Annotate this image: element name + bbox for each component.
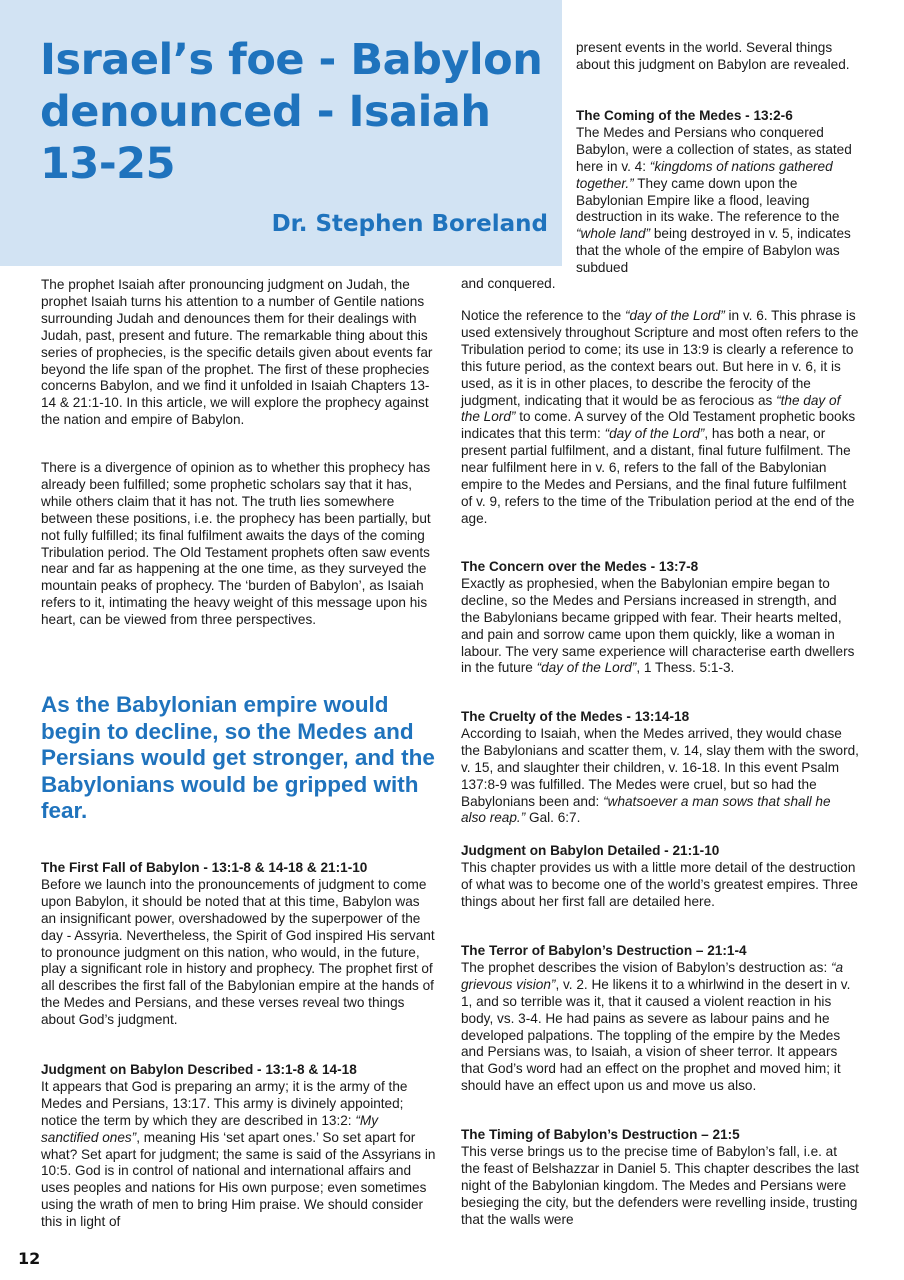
section-timing-destruction — [461, 1127, 859, 1228]
pull-quote: As the Babylonian empire would begin to decline, so the Medes and Persians would get stronger, and the Babylonians would be gripped with fear. — [41, 692, 435, 824]
section-heading: The First Fall of Babylon - 13:1-8 & 14-18 & 21:1-10 — [41, 860, 368, 875]
quote-text: “whole land” — [576, 226, 651, 242]
section-cruelty-medes: The Cruelty of the Medes - 13:14-18 According to Isaiah, when the Medes arrived, they would chase the Babylonians and scatter them, v. 14, slay them with the sword, v. 15, and slaughter their children, v. 16-18. In this event Psalm 137:8-9 was fulfilled. The Medes were cruel, but so had the Babylonians been and: “whatsoever a man sows that shall he also reap.” Gal. 6:7. — [461, 709, 859, 826]
section-heading: The Concern over the Medes - 13:7-8 — [461, 559, 699, 574]
section-body-cont: being destroyed in v. 5, indicates that the whole of the empire of Babylon was subdued — [576, 226, 851, 276]
section-body-cont: They came down upon the Babylonian Empire like a flood, leaving destruction in its wake. The reference to the — [576, 175, 840, 225]
day-of-lord-paragraph: Notice the reference to the “day of the Lord” in v. 6. This phrase is used extensively throughout Scripture and most often refers to the Tribulation period to come; its use in 13:9 is clearly a reference to this future period, as the context bears out. But here in v. 6, it is used, as it is in other places, to describe the ferocity of the judgment, indicating that it would be as ferocious as “the day of the Lord” to come. A survey of the Old Testament prophetic books indicates that this term: “day of the Lord”, has both a near, or present partial fulfilment, and a distant, final future fulfilment. The near fulfilment here in v. 6, refers to the fall of the Babylonian empire to the Medes and Persians, and the final future fulfilment of v. 9, refers to the time of the Tribulation period at the end of the age. — [461, 308, 859, 526]
section-first-fall — [41, 860, 437, 1029]
article-title: Israel’s foe - Babylon denounced - Isaiah 13-25 — [40, 35, 543, 189]
section-body-wrap: and conquered. — [461, 276, 556, 291]
quote-text: “kingdoms of nations gathered together.” — [576, 158, 833, 191]
intro-paragraph: The prophet Isaiah after pronouncing judgment on Judah, the prophet Isaiah turns his attention to a number of Gentile nations surrounding Judah and denounces them for their dealings with Judah, past, present and future. The remarkable thing about this series of prophecies, is the specific details given about events far beyond the life span of the prophet. The first of these prophecies concerns Babylon, and we find it unfolded in Isaiah Chapters 13-14 & 21:1-10. In this article, we will explore the prophecy against the nation and empire of Babylon. — [41, 277, 433, 428]
section-body: Before we launch into the pronouncements of judgment to come upon Babylon, it should be noted that at this time, Babylon was an insignificant power, overshadowed by the superpower of the day - Assyria. Nevertheless, the Spirit of God inspired His servant to pronounce judgment on this nation, who would, in the future, play a significant role in history and prophecy. The prophet first of all describes the first fall of the Babylonian empire at the hands of the Medes and Persians, and these verses reveal two things about God’s judgment. — [41, 876, 435, 1028]
author-byline: Dr. Stephen Boreland — [271, 211, 548, 237]
section-heading: Judgment on Babylon Detailed - 21:1-10 — [461, 843, 720, 858]
section-judgment-detailed — [461, 843, 859, 911]
section-concern-medes: The Concern over the Medes - 13:7-8 Exactly as prophesied, when the Babylonian empire began to decline, so the Medes and Persians increased in strength, and the Babylonians became gripped with fear. Their hearts melted, and pain and sorrow came upon them quickly, like a woman in labour. The very same experience will characterise earth dwellers in the future “day of the Lord”, 1 Thess. 5:1-3. — [461, 559, 855, 676]
section-heading: Judgment on Babylon Described - 13:1-8 & 14-18 — [41, 1062, 357, 1077]
opinion-paragraph: There is a divergence of opinion as to whether this prophecy has already been fulfilled; some prophetic scholars say that it has, while others claim that it has not. The truth lies somewhere between these positions, i.e. the prophecy has been partially, but not fully fulfilled; its final fulfilment awaits the days of the coming Tribulation period. The Old Testament prophets often saw events near and far as happening at the one time, as they surveyed the mountain peaks of prophecy. The ‘burden of Babylon’, as Isaiah refers to it, intimating the heavy weight of this message upon his heart, can be viewed from three perspectives. — [41, 460, 431, 628]
quote-text: “My sanctified ones” — [41, 1112, 378, 1145]
section-terror-destruction: The Terror of Babylon’s Destruction – 21:1-4 The prophet describes the vision of Babylon’s destruction as: “a grievous vision”, v. 2. He likens it to a whirlwind in the desert in v. 1, and so terrible was it, that it caused a violent reaction in his body, vs. 3-4. He had pains as severe as labour pains and he developed palpations. The toppling of the empire by the Medes and Persians was, to Isaiah, a vision of sheer terror. It appears that God’s word had an effect on the prophet and moved him; it should have an effect upon us and move us also. — [461, 943, 851, 1094]
section-body: The Medes and Persians who conquered Babylon, were a collection of states, as stated here in v. 4: — [576, 124, 852, 174]
continued-paragraph: present events in the world. Several things about this judgment on Babylon are revealed. — [576, 40, 850, 72]
section-coming-medes — [576, 108, 868, 277]
section-heading: The Timing of Babylon’s Destruction – 21:5 — [461, 1127, 740, 1142]
section-heading: The Coming of the Medes - 13:2-6 — [576, 108, 793, 123]
page-number: 12 — [18, 1249, 41, 1268]
section-body-cont: , meaning His ‘set apart ones.’ So set apart for what? Set apart for judgment; the same is said of the Assyrians in 10:5. God is in control of national and international affairs and uses peoples and nations for His own purpose; even sometimes using the wrath of men to bring Him praise. We should consider this in light of — [41, 1129, 436, 1230]
section-body: It appears that God is preparing an army; it is the army of the Medes and Persians, 13:17. This army is divinely appointed; notice the term by which they are described in 13:2: — [41, 1078, 408, 1128]
section-body: This verse brings us to the precise time of Babylon’s fall, i.e. at the feast of Belshazzar in Daniel 5. This chapter describes the last night of the Babylonian kingdom. The Medes and Persians were besieging the city, but the defenders were revelling inside, trusting that the walls were — [461, 1143, 859, 1227]
section-body: This chapter provides us with a little more detail of the destruction of what was to become one of the world’s greatest empires. Three things about her first fall are detailed here. — [461, 859, 858, 909]
section-judgment-described — [41, 1062, 437, 1231]
section-heading: The Cruelty of the Medes - 13:14-18 — [461, 709, 690, 724]
section-heading: The Terror of Babylon’s Destruction – 21:1-4 — [461, 943, 747, 958]
